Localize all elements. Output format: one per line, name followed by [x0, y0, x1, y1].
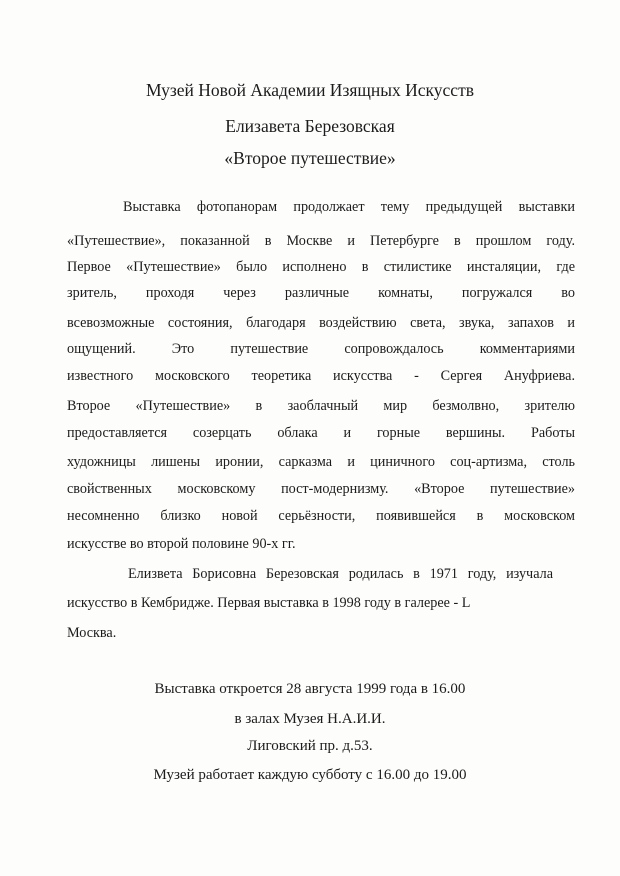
text-line: известного московского теоретика искусства - Сергея Ануфриева.	[67, 368, 575, 384]
text-line: свойственных московскому пост-модернизму. «Второе путешествие»	[67, 481, 575, 497]
text-line: искусство в Кембридже. Первая выставка в 1998 году в галерее - L	[67, 595, 471, 611]
text-line: ощущений. Это путешествие сопровождалось комментариями	[67, 341, 575, 357]
opening-date: Выставка откроется 28 августа 1999 года в 16.00	[154, 681, 466, 697]
text-line: Выставка фотопанорам продолжает тему предыдущей выставки	[123, 199, 575, 215]
text-line: художницы лишены иронии, сарказма и циничного соц-артизма, столь	[67, 454, 575, 470]
text-line: Второе «Путешествие» в заоблачный мир безмолвно, зрителю	[67, 398, 575, 414]
text-line: Москва.	[67, 625, 117, 641]
text-line: искусстве во второй половине 90-х гг.	[67, 536, 296, 552]
venue: в залах Музея Н.А.И.И.	[234, 711, 386, 727]
exhibition-title: «Второе путешествие»	[224, 148, 396, 168]
text-line: несомненно близко новой серьёзности, появившейся в московском	[67, 508, 575, 524]
text-line: Елизвета Борисовна Березовская родилась в 1971 году, изучала	[128, 566, 553, 582]
text-line: Первое «Путешествие» было исполнено в стилистике инсталяции, где	[67, 259, 575, 275]
museum-title: Музей Новой Академии Изящных Искусств	[146, 80, 474, 100]
artist-name: Елизавета Березовская	[225, 116, 395, 136]
text-line: всевозможные состояния, благодаря воздействию света, звука, запахов и	[67, 315, 575, 331]
address: Лиговский пр. д.53.	[247, 738, 373, 754]
opening-hours: Музей работает каждую субботу с 16.00 до 19.00	[153, 767, 467, 783]
text-line: «Путешествие», показанной в Москве и Петербурге в прошлом году.	[67, 233, 575, 249]
text-line: зритель, проходя через различные комнаты, погружался во	[67, 285, 575, 301]
text-line: предоставляется созерцать облака и горные вершины. Работы	[67, 425, 575, 441]
